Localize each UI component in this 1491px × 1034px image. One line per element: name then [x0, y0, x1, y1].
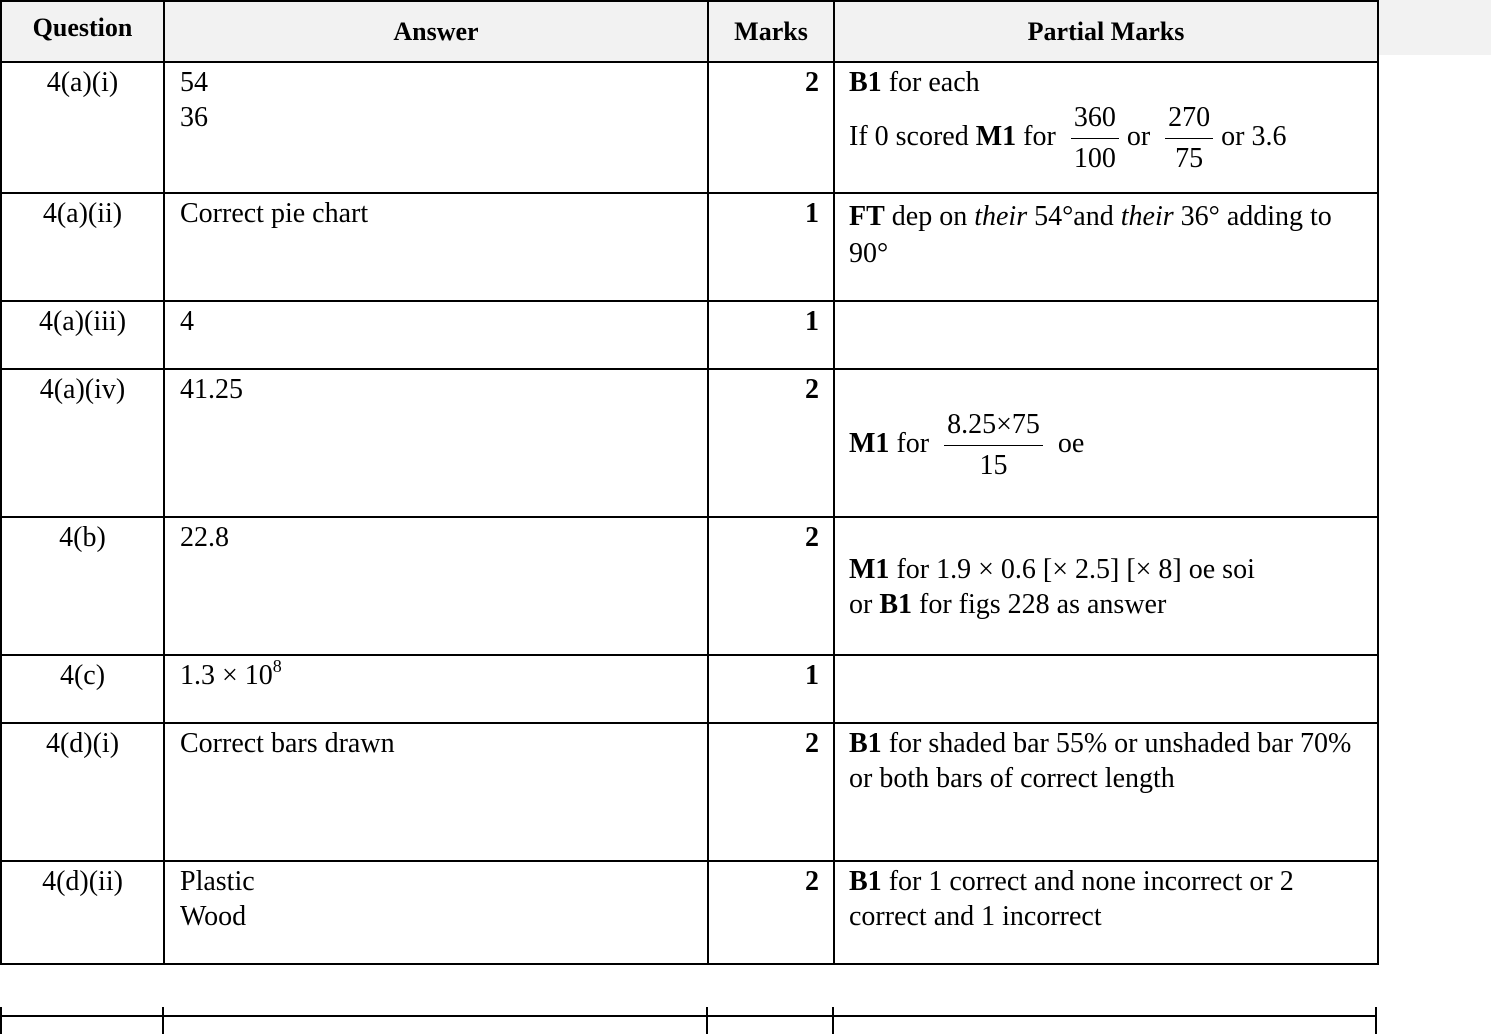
header-row: [1, 1, 1378, 62]
table-row: [1, 861, 1378, 964]
next-table-top-rule: [0, 1015, 1377, 1017]
partial-text: for 1 correct and none incorrect or 2 correct and 1 incorrect: [849, 866, 1294, 932]
partial-marks-cell: [834, 517, 1378, 655]
table-row: [1, 301, 1378, 369]
mark-code: M1: [849, 554, 890, 585]
answer-line: Correct pie chart: [180, 198, 369, 229]
partial-text: for 1.9 × 0.6 [× 2.5] [× 8] oe soi: [889, 554, 1255, 585]
answer-cell: [164, 369, 708, 517]
next-table-divider: [162, 1007, 164, 1034]
partial-text: for shaded bar 55% or unshaded bar 70%: [881, 728, 1352, 759]
partial-marks-cell: [834, 62, 1378, 193]
answer-line: Wood: [180, 901, 247, 932]
answer-line: 1.3 × 10: [180, 660, 273, 691]
question-cell: 4(d)(ii): [1, 861, 164, 964]
partial-text: 54°and: [1027, 201, 1121, 232]
mark-code: B1: [849, 67, 882, 98]
fraction-numerator: 270: [1165, 98, 1213, 139]
table-row: [1, 655, 1378, 723]
partial-text: for: [1016, 120, 1056, 152]
header-partial-marks: Partial Marks: [834, 1, 1378, 62]
fraction-numerator: 360: [1071, 98, 1119, 139]
partial-text: or both bars of correct length: [849, 763, 1175, 794]
mark-code: M1: [849, 427, 890, 459]
partial-marks-cell: [834, 193, 1378, 301]
answer-cell: [164, 301, 708, 369]
question-cell: 4(a)(iii): [1, 301, 164, 369]
header-answer: Answer: [164, 1, 708, 62]
answer-line: 22.8: [180, 522, 229, 553]
table-row: [1, 193, 1378, 301]
mark-code: B1: [879, 589, 913, 620]
answer-cell: [164, 655, 708, 723]
partial-text: or: [1126, 120, 1151, 152]
marks-cell: 1: [708, 193, 834, 301]
marks-cell: 2: [708, 861, 834, 964]
table-row: [1, 62, 1378, 193]
header-marks: Marks: [708, 1, 834, 62]
fraction-denominator: 15: [979, 450, 1008, 481]
header-extension: [1376, 0, 1491, 55]
question-cell: 4(a)(ii): [1, 193, 164, 301]
marks-cell: 1: [708, 301, 834, 369]
answer-line: 54: [180, 67, 208, 98]
partial-text: for each: [881, 67, 980, 98]
marks-cell: 2: [708, 62, 834, 193]
answer-line: Correct bars drawn: [180, 728, 395, 759]
table-row: [1, 517, 1378, 655]
question-cell: 4(b): [1, 517, 164, 655]
partial-marks-cell: [834, 369, 1378, 517]
question-cell: 4(c): [1, 655, 164, 723]
partial-text: If 0 scored: [849, 120, 976, 152]
answer-cell: [164, 193, 708, 301]
marks-cell: 2: [708, 517, 834, 655]
answer-line: 36: [180, 102, 208, 133]
partial-text: dep on: [884, 201, 975, 232]
table-row: [1, 369, 1378, 517]
answer-line: Plastic: [180, 866, 255, 897]
marks-cell: 2: [708, 723, 834, 861]
question-cell: 4(a)(iv): [1, 369, 164, 517]
answer-cell: [164, 723, 708, 861]
fraction-denominator: 75: [1175, 143, 1204, 174]
partial-text: for: [889, 427, 930, 459]
mark-code: M1: [975, 120, 1017, 152]
fraction: [944, 405, 1043, 486]
partial-italic: their: [1120, 201, 1174, 232]
answer-line: 41.25: [180, 374, 243, 405]
partial-marks-cell: [834, 861, 1378, 964]
marks-cell: 2: [708, 369, 834, 517]
partial-text: oe: [1057, 427, 1085, 459]
partial-italic: their: [974, 201, 1028, 232]
next-table-divider: [706, 1007, 708, 1034]
next-table-divider: [832, 1007, 834, 1034]
partial-text: or 3.6: [1221, 120, 1287, 152]
partial-text: 36° adding to 90°: [849, 201, 1332, 269]
next-table-divider: [1375, 1007, 1377, 1034]
partial-marks-cell: [834, 301, 1378, 369]
question-cell: 4(d)(i): [1, 723, 164, 861]
header-question: Question: [1, 1, 164, 62]
mark-code: B1: [849, 728, 882, 759]
answer-line: 4: [180, 306, 194, 337]
partial-text: or: [849, 589, 880, 620]
answer-cell: [164, 62, 708, 193]
answer-cell: [164, 517, 708, 655]
partial-marks-cell: [834, 723, 1378, 861]
question-cell: 4(a)(i): [1, 62, 164, 193]
fraction: [1071, 98, 1119, 179]
partial-text: for figs 228 as answer: [912, 589, 1167, 620]
partial-marks-cell: [834, 655, 1378, 723]
table-row: [1, 723, 1378, 861]
mark-code: FT: [849, 201, 885, 232]
fraction: [1165, 98, 1213, 179]
fraction-denominator: 100: [1073, 143, 1116, 174]
answer-cell: [164, 861, 708, 964]
answer-exponent: 8: [272, 656, 282, 676]
mark-code: B1: [849, 866, 882, 897]
marks-cell: 1: [708, 655, 834, 723]
next-table-divider: [0, 1007, 2, 1034]
fraction-numerator: 8.25×75: [944, 405, 1043, 446]
